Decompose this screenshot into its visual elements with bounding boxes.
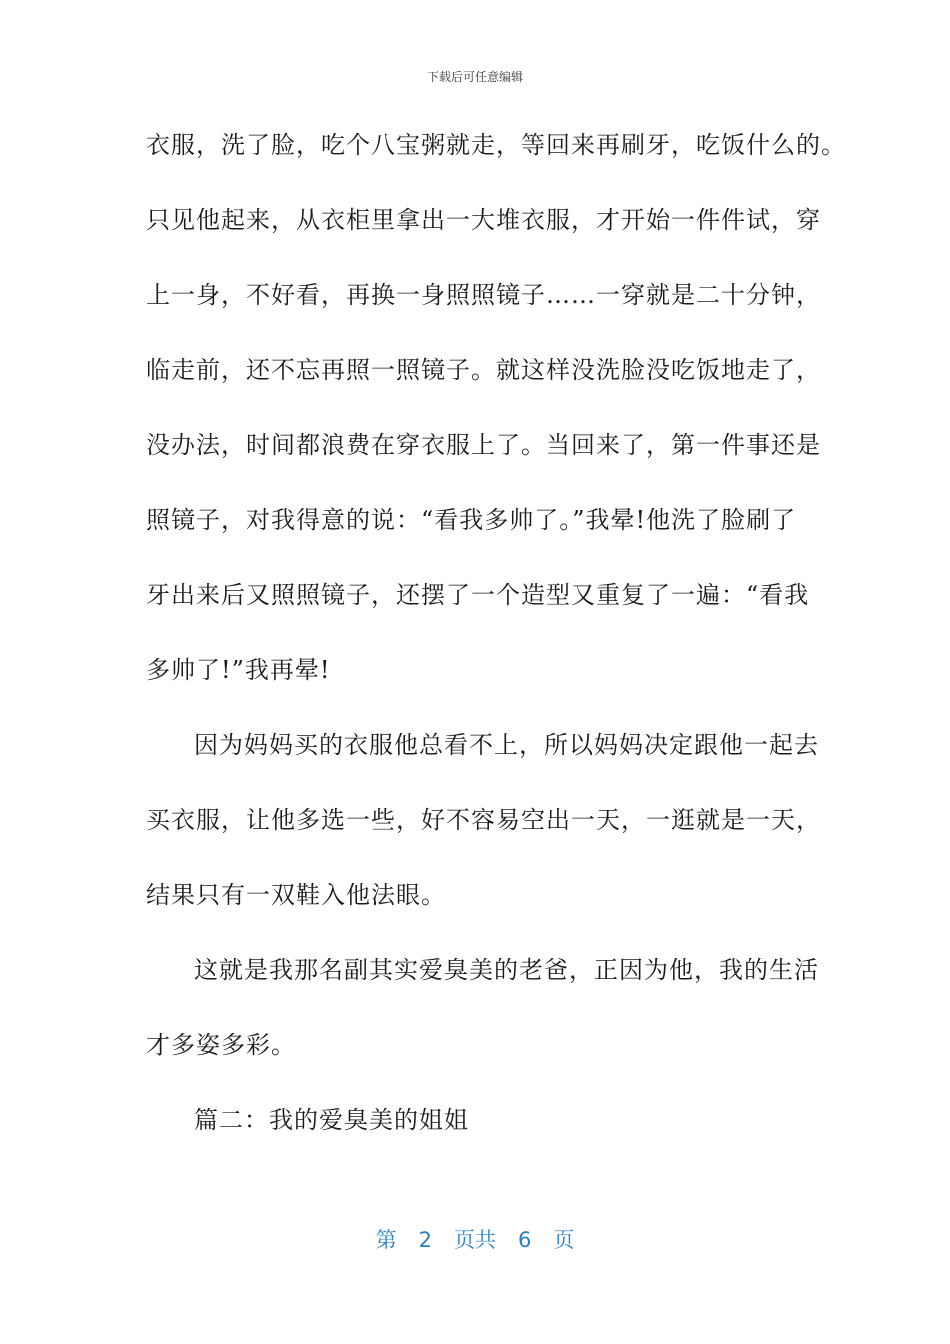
document-body (146, 122, 846, 1172)
paragraph-start-line: 因为妈妈买的衣服他总看不上，所以妈妈决定跟他一起去 (194, 731, 819, 759)
text-line: 衣服，洗了脸，吃个八宝粥就走，等回来再刷牙，吃饭什么的。 (146, 131, 846, 159)
paragraph-start-line: 这就是我那名副其实爱臭美的老爸，正因为他，我的生活 (194, 956, 819, 984)
text-line: 照镜子，对我得意的说：“看我多帅了。”我晕!他洗了脸刷了 (146, 506, 797, 534)
header-note: 下载后可任意编辑 (426, 70, 523, 84)
page-number: 2 (418, 1228, 432, 1252)
page-total: 6 (518, 1228, 532, 1252)
text-line: 没办法，时间都浪费在穿衣服上了。当回来了，第一件事还是 (146, 431, 821, 459)
text-line: 只见他起来，从衣柜里拿出一大堆衣服，才开始一件件试，穿 (146, 206, 821, 234)
text-line: 牙出来后又照照镜子，还摆了一个造型又重复了一遍：“看我 (146, 581, 810, 609)
page-label-suffix: 页 (553, 1228, 575, 1252)
text-line: 上一身，不好看，再换一身照照镜子……一穿就是二十分钟， (146, 281, 821, 309)
page-label-prefix: 第 (375, 1228, 397, 1252)
text-line: 多帅了!”我再晕! (146, 656, 331, 684)
section-heading: 篇二：我的爱臭美的姐姐 (194, 1106, 469, 1134)
text-line: 买衣服，让他多选一些，好不容易空出一天，一逛就是一天， (146, 806, 821, 834)
text-line: 才多姿多彩。 (146, 1031, 296, 1059)
page-label-mid: 页共 (454, 1228, 496, 1252)
text-line: 结果只有一双鞋入他法眼。 (146, 881, 446, 909)
page-footer (0, 1224, 950, 1254)
text-line: 临走前，还不忘再照一照镜子。就这样没洗脸没吃饭地走了， (146, 356, 821, 384)
